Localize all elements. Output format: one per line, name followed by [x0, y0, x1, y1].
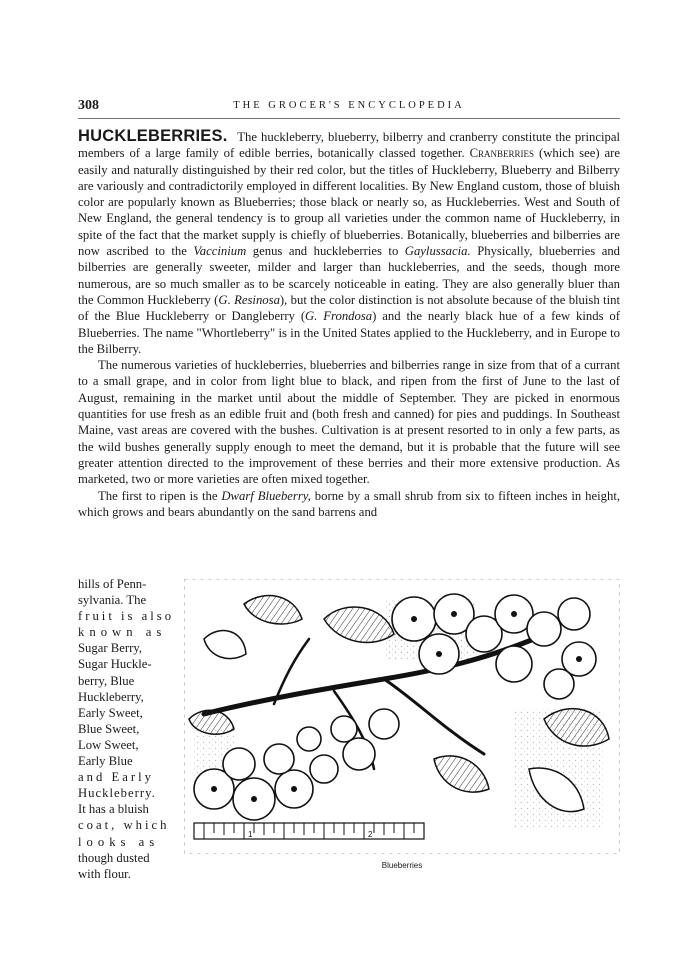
paragraph-1 — [78, 128, 620, 357]
side-line: Huckleberry. — [78, 786, 156, 801]
figure-caption: Blueberries — [381, 861, 423, 870]
cross-reference: Cranberries — [469, 146, 535, 161]
text-run: borne by a small shrub from six to fifteen inches in height, which grows and bears abundantly on the sand barrens and — [78, 488, 621, 519]
text-run: genus and huckleberries to — [252, 244, 399, 259]
paragraph-2: The numerous varieties of huckleberries, blueberries and bilberries range in size from that of a currant to a small grape, and in color from light blue to black, and ripen from the first of June to the last of August, remaining in the market until about the middle of September. They are picked in enormous quantities for use fresh as an edible fruit and (both fresh and canned) for pies and puddings. In Southeast Maine, vast areas are covered with the bushes. Cultivation is at present resorted to in only a few parts, as the wild bushes generally supply enough to meet the demand, but it is probable that the future will see greater attention directed to the improvement of these berries and their more extensive production. As marketed, two or more varieties are often mixed together. — [78, 358, 620, 487]
side-line: Huckleberry, — [78, 689, 144, 704]
text-run: ), but the color distinction is not absolute because of the bluish tint of the Blue Huckleberry or Dangleberry ( — [78, 292, 620, 324]
side-line: hills of Penn- — [78, 577, 147, 591]
text-run: ) and the nearly black hue of a few kinds of Blueberries. The name "Whortleberry" is in the United States applied to the Huckleberry, and in Europe to the Bilberry. — [78, 309, 620, 356]
running-title: THE GROCER'S ENCYCLOPEDIA — [233, 100, 465, 111]
text-run: Physically, blueberries and bilberries are generally sweeter, milder and larger than huckleberries, and the seeds, though more numerous, are so much smaller as to be scarcely noticeable in eating. They are also generally bluer than the Common Huckleberry ( — [78, 244, 621, 307]
side-line: coat, which — [78, 818, 170, 833]
entry-body — [78, 128, 620, 520]
side-line: known as — [78, 625, 167, 640]
text-run: The first to ripen is the — [98, 488, 218, 503]
species-name: G. Frondosa — [305, 309, 373, 324]
blueberries-figure — [184, 579, 620, 854]
side-line: fruit is also — [78, 609, 175, 624]
scale-ruler — [194, 823, 424, 839]
side-line: and Early — [78, 770, 154, 785]
side-line: Sugar Berry, — [78, 641, 143, 656]
side-column-text — [78, 576, 180, 882]
side-line: Sugar Huckle- — [78, 657, 152, 672]
page-header — [78, 98, 620, 118]
page-number: 308 — [78, 98, 99, 113]
side-line: Blue Sweet, — [78, 721, 140, 736]
blueberries-illustration — [184, 579, 620, 854]
species-name: G. Resinosa — [218, 292, 280, 307]
side-line: Early Sweet, — [78, 705, 143, 720]
side-line: with flour. — [78, 866, 131, 881]
variety-name: Dwarf Blueberry, — [221, 488, 311, 503]
side-line: though dusted — [78, 850, 150, 865]
side-line: looks as — [78, 834, 160, 849]
header-rule — [78, 118, 620, 119]
paragraph-3 — [78, 488, 620, 521]
side-line: berry, Blue — [78, 673, 135, 688]
side-line: sylvania. The — [78, 593, 147, 608]
genus-name: Vaccinium — [193, 244, 247, 259]
side-line: It has a bluish — [78, 802, 149, 817]
text-run: (which see) are easily and naturally distinguished by their red color, but the titles of Huckleberry, Blueberry and Bilberry are variously and contradictorily employed in different localities. By New England custom, those of bluish color are popularly known as Blueberries; those black or nearly so, as Huckleberries. West and South of New England, the general tendency is to group all varieties under the common name of Huckleberry, in spite of the fact that the market supply is chiefly of blueberries. Botanically, blueberries and bilberries are now ascribed to the — [78, 146, 620, 259]
entry-headword: HUCKLEBERRIES. — [78, 127, 228, 145]
text-run: The huckleberry, blueberry, bilberry and cranberry constitute the principal members of a large family of edible berries, botanically classed together. — [78, 130, 620, 161]
side-line: Early Blue — [78, 754, 133, 769]
side-line: Low Sweet, — [78, 737, 139, 752]
genus-name: Gaylussacia. — [404, 244, 471, 259]
ruler-number: 2 — [368, 830, 373, 839]
ruler-number: 1 — [248, 830, 253, 839]
